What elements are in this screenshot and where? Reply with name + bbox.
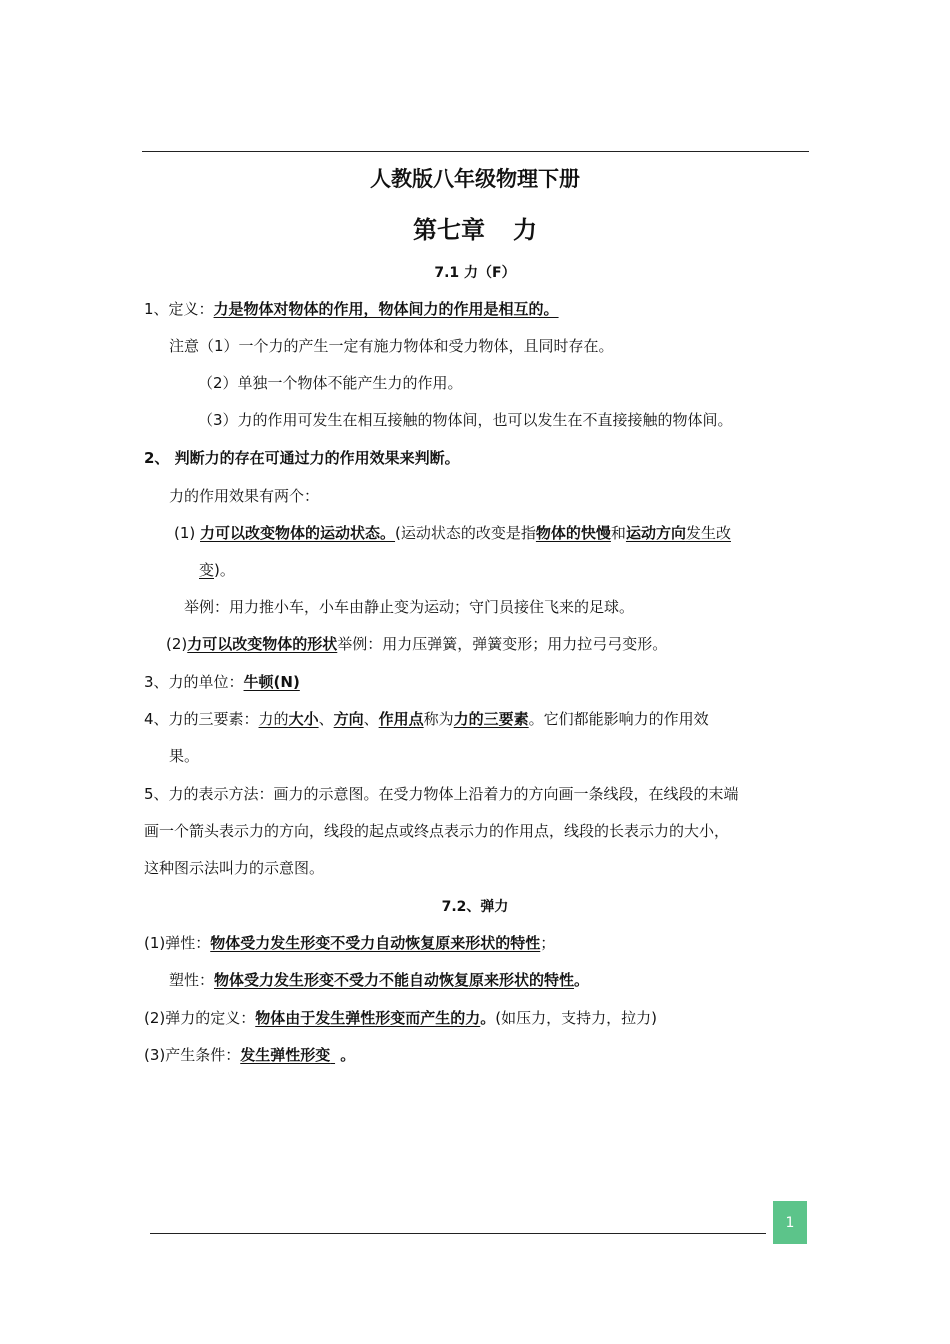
effect-1-example: 举例：用力推小车，小车由静止变为运动；守门员接住飞来的足球。 <box>184 598 635 616</box>
effect-2: (2)力可以改变物体的形状举例：用力压弹簧，弹簧变形；用力拉弓弓变形。 <box>166 635 668 653</box>
representation-line-1: 5、力的表示方法：画力的示意图。在受力物体上沿着力的方向画一条线段，在线段的末端 <box>144 785 739 803</box>
document-title: 人教版八年级物理下册 <box>370 167 580 191</box>
effect-1-cont: 变)。 <box>199 561 235 579</box>
page-number-badge: 1 <box>773 1201 807 1244</box>
header-rule <box>142 151 809 152</box>
footer-rule <box>150 1233 766 1234</box>
judgement-line: 2、 判断力的存在可通过力的作用效果来判断。 <box>144 449 460 467</box>
representation-line-3: 这种图示法叫力的示意图。 <box>144 859 325 877</box>
definition-line: 1、定义：力是物体对物体的作用，物体间力的作用是相互的。 <box>144 300 559 318</box>
section-title-7-2: 7.2、弹力 <box>441 899 509 915</box>
note-3: （3）力的作用可发生在相互接触的物体间，也可以发生在不直接接触的物体间。 <box>198 411 733 429</box>
condition-line: (3)产生条件：发生弹性形变 。 <box>144 1046 356 1064</box>
plasticity-line: 塑性：物体受力发生形变不受力不能自动恢复原来形状的特性。 <box>169 971 590 989</box>
note-2: （2）单独一个物体不能产生力的作用。 <box>198 374 463 392</box>
three-elements-line: 4、力的三要素：力的大小、方向、作用点称为力的三要素。它们都能影响力的作用效 <box>144 710 709 728</box>
elastic-force-definition: (2)弹力的定义：物体由于发生弹性形变而产生的力。(如压力，支持力，拉力) <box>144 1009 657 1027</box>
unit-line: 3、力的单位：牛顿(N) <box>144 673 300 691</box>
elasticity-line: (1)弹性：物体受力发生形变不受力自动恢复原来形状的特性； <box>144 934 556 952</box>
note-1: 注意（1）一个力的产生一定有施力物体和受力物体，且同时存在。 <box>169 337 614 355</box>
section-title-7-1: 7.1 力（F） <box>434 265 516 281</box>
effect-1: (1) 力可以改变物体的运动状态。(运动状态的改变是指物体的快慢和运动方向发生改 <box>174 524 731 542</box>
effects-intro: 力的作用效果有两个： <box>169 487 320 505</box>
representation-line-2: 画一个箭头表示力的方向，线段的起点或终点表示力的作用点，线段的长表示力的大小， <box>144 822 730 840</box>
three-elements-cont: 果。 <box>169 747 200 765</box>
chapter-title: 第七章 力 <box>413 216 537 244</box>
